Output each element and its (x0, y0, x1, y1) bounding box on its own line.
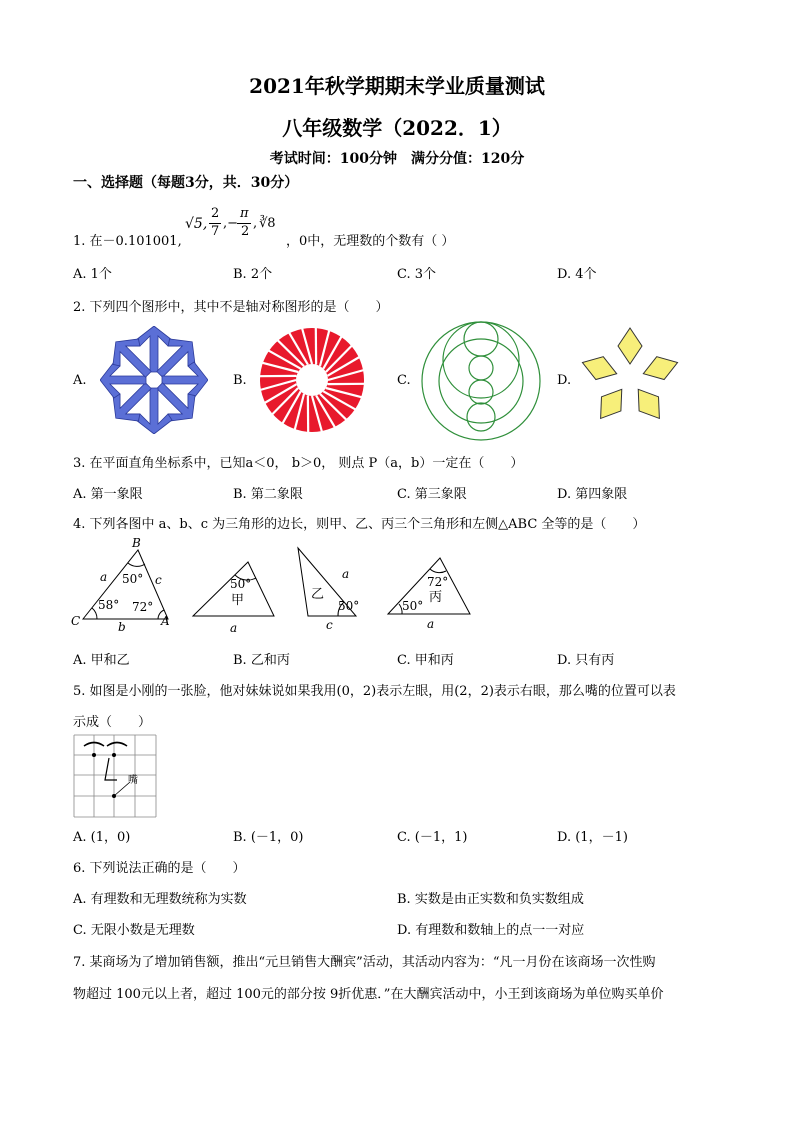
label-vertex-c: C (71, 614, 81, 628)
label-angle-b: 50° (122, 572, 144, 586)
mouth-label: 嘴 (128, 775, 138, 786)
label-vertex-a: A (161, 614, 170, 628)
frac-num: 2 (211, 206, 220, 221)
label-yi-side-top: a (342, 567, 350, 581)
label-angle-a: 72° (132, 600, 154, 614)
q3-stem: 3. 在平面直角坐标系中，已知a＜0， b＞0， 则点 P（a，b）一定在（ ） (73, 456, 524, 471)
q5-option-c[interactable]: C. (－1，1) (397, 830, 468, 845)
frac-den: 7 (211, 224, 220, 239)
q2-label-a[interactable]: A. (73, 373, 87, 388)
q2-label-b[interactable]: B. (233, 373, 247, 388)
q1-option-b[interactable]: B. 2个 (233, 267, 273, 282)
sqrt5: √5, (185, 216, 208, 232)
q7-line1: 7. 某商场为了增加销售额，推出“元旦销售大酬宾”活动，其活动内容为：“凡一月份在该商场一次性购 (73, 955, 656, 970)
q1-stem-after: ，0中，无理数的个数有（ ） (286, 234, 455, 249)
q5-stem-line1: 5. 如图是小刚的一张脸，他对妹妹说如果我用(0，2)表示左眼，用(2，2)表示右眼，那么嘴的位置可以表 (73, 684, 676, 699)
q3-option-c[interactable]: C. 第三象限 (397, 487, 467, 502)
label-angle-c: 58° (98, 598, 120, 612)
q6-option-a[interactable]: A. 有理数和无理数统称为实数 (73, 892, 247, 907)
q2-label-d[interactable]: D. (557, 373, 572, 388)
figure-b-red-ring (258, 326, 366, 434)
figure-c-green-circles (420, 320, 542, 442)
label-yi-name: 乙 (311, 587, 325, 602)
label-side-a: a (100, 570, 108, 584)
q6-option-b[interactable]: B. 实数是由正实数和负实数组成 (397, 892, 584, 907)
label-bing-angle-top: 72° (427, 575, 449, 589)
q3-option-d[interactable]: D. 第四象限 (557, 487, 628, 502)
q5-option-b[interactable]: B. (－1，0) (233, 830, 304, 845)
label-yi-side-bottom: c (326, 618, 333, 632)
label-bing-side: a (427, 617, 435, 631)
q4-triangles-figure (68, 536, 488, 638)
exam-title: 2021年秋学期期末学业质量测试 (249, 74, 545, 98)
right-eye (112, 753, 116, 757)
q4-option-c[interactable]: C. 甲和丙 (397, 653, 454, 668)
q6-option-d[interactable]: D. 有理数和数轴上的点一一对应 (397, 923, 585, 938)
label-vertex-b: B (132, 536, 141, 550)
q3-option-a[interactable]: A. 第一象限 (73, 487, 143, 502)
nose (105, 758, 117, 780)
q4-stem: 4. 下列各图中 a、b、c 为三角形的边长，则甲、乙、丙三个三角形和左侧△ABC 全等的是（ ） (73, 517, 646, 532)
q7-line2: 物超过 100元以上者，超过 100元的部分按 9折优惠．”在大酬宾活动中，小王到该商场为单位购买单价 (73, 987, 664, 1002)
figure-d-yellow-rhombi (580, 326, 680, 430)
mouth-dot (112, 794, 116, 798)
exam-subtitle: 八年级数学（2022．1） (282, 116, 512, 140)
q3-option-b[interactable]: B. 第二象限 (233, 487, 303, 502)
q4-option-a[interactable]: A. 甲和乙 (73, 653, 130, 668)
q1-stem-before: 1. 在－0.101001, (73, 234, 182, 249)
right-brow (107, 743, 127, 747)
section-heading: 一、选择题（每题3分，共．30分） (73, 175, 299, 191)
label-yi-angle: 50° (338, 599, 360, 613)
label-jia-name: 甲 (231, 593, 245, 608)
label-jia-side: a (230, 621, 238, 635)
q2-stem: 2. 下列四个图形中，其中不是轴对称图形的是（ ） (73, 300, 389, 315)
label-bing-name: 丙 (429, 590, 443, 605)
q1-option-c[interactable]: C. 3个 (397, 267, 437, 282)
q1-math-expression: √5, 2 7 ,− π 2 , ∛8 (185, 206, 276, 239)
cbrt8: ∛8 (259, 216, 276, 231)
q5-face-grid (73, 734, 157, 818)
q5-option-d[interactable]: D. (1，－1) (557, 830, 628, 845)
label-side-b: b (118, 620, 126, 634)
q5-option-a[interactable]: A. (1，0) (73, 830, 131, 845)
label-bing-angle-left: 50° (402, 599, 424, 613)
q6-stem: 6. 下列说法正确的是（ ） (73, 861, 246, 876)
q6-option-c[interactable]: C. 无限小数是无理数 (73, 923, 195, 938)
neg-den: 2 (241, 224, 250, 239)
q1-option-a[interactable]: A. 1个 (73, 267, 112, 282)
q1-option-d[interactable]: D. 4个 (557, 267, 597, 282)
neg-num: π (240, 206, 249, 221)
label-jia-angle: 50° (230, 577, 252, 591)
q4-option-b[interactable]: B. 乙和丙 (233, 653, 290, 668)
q4-option-d[interactable]: D. 只有丙 (557, 653, 615, 668)
left-eye (92, 753, 96, 757)
figure-a-blue-pinwheel (100, 326, 208, 434)
label-side-c: c (155, 573, 162, 587)
q5-stem-line2: 示成（ ） (73, 715, 152, 730)
exam-info: 考试时间：100分钟 满分分值：120分 (269, 151, 525, 167)
q2-label-c[interactable]: C. (397, 373, 411, 388)
